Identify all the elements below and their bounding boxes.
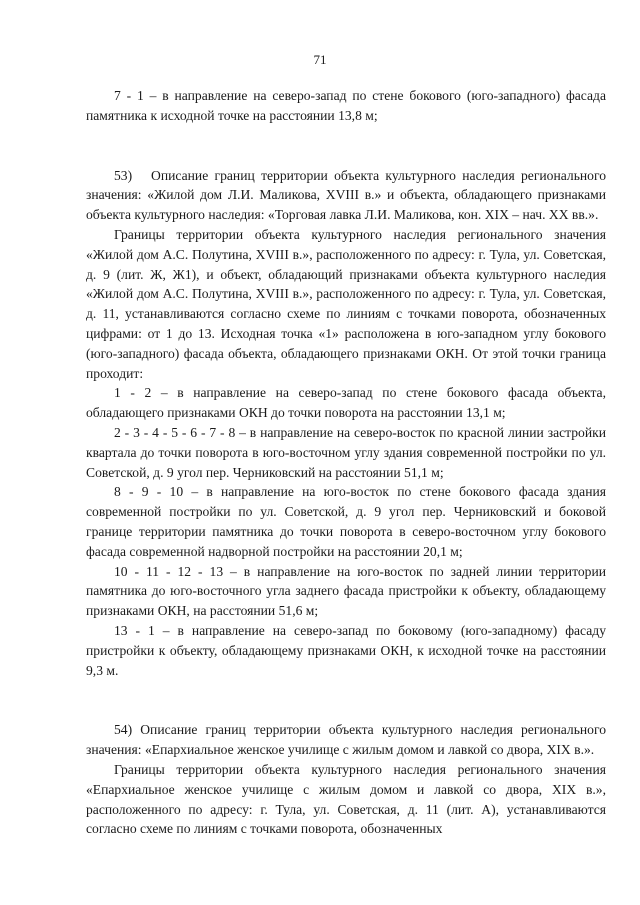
segment-13-1: 13 - 1 – в направление на северо-запад по боковому (юго-западному) фасаду пристройки к объекту, обладающему признаками ОКН, к исходной точке на расстоянии 9,3 м. xyxy=(86,622,606,678)
section-54-boundary-description: Границы территории объекта культурного наследия регионального значения «Епархиальное женское училище с жилым домом и лавкой со двора, XIX в.», расположенного по адресу: г. Тула, ул. Советская, д. 11 (лит. А), устанавливаются согласно схеме по линиям с точками поворота, обозначенных xyxy=(86,761,606,837)
page-number: 71 xyxy=(313,52,327,67)
document-body xyxy=(86,86,606,839)
segment-10-13: 10 - 11 - 12 - 13 – в направление на юго-восток по задней линии территории памятника до юго-восточного угла заднего фасада пристройки к объекту, обладающему признаками ОКН, на расстоянии 51,6 м; xyxy=(86,563,606,619)
section-53-heading: 53) Описание границ территории объекта культурного наследия регионального значения: «Жилой дом Л.И. Маликова, XVIII в.» и объекта, обладающего признаками объекта культурного наследия: «Торговая лавка Л.И. Маликова, кон. XIX – нач. XX вв.». xyxy=(86,167,606,223)
section-54-heading: 54) Описание границ территории объекта культурного наследия регионального значения: «Епархиальное женское училище с жилым домом и лавкой со двора, XIX в.». xyxy=(86,722,606,758)
segment-1-2: 1 - 2 – в направление на северо-запад по стене бокового фасада объекта, обладающего признаками ОКН до точки поворота на расстоянии 13,1 м; xyxy=(86,385,606,421)
section-spacer xyxy=(86,680,606,720)
paragraph-point-7-1: 7 - 1 – в направление на северо-запад по стене бокового (юго-западного) фасада памятника к исходной точке на расстоянии 13,8 м; xyxy=(86,88,606,123)
section-spacer xyxy=(86,126,606,166)
segment-2-8: 2 - 3 - 4 - 5 - 6 - 7 - 8 – в направление на северо-восток по красной линии застройки квартала до точки поворота в юго-восточном углу здания современной постройки по ул. Советской, д. 9 угол пер. Черниковский на расстоянии 51,1 м; xyxy=(86,424,606,480)
section-53-boundary-description: Границы территории объекта культурного наследия регионального значения «Жилой дом А.С. Полутина, XVIII в.», расположенного по адресу: г. Тула, ул. Советская, д. 9 (лит. Ж, Ж1), и объект, обладающий признаками объекта культурного наследия «Жилой дом А.С. Полутина, XVIII в.», расположенного по адресу: г. Тула, ул. Советская, д. 11, устанавливаются согласно схеме по линиям с точками поворота, обозначенных цифрами: от 1 до 13. Исходная точка «1» расположена в юго-западном углу бокового (юго-западного) фасада объекта, обладающего признаками ОКН. От этой точки граница проходит: xyxy=(86,226,606,381)
segment-8-10: 8 - 9 - 10 – в направление на юго-восток по стене бокового фасада здания современной постройки по ул. Советской, д. 9 угол пер. Черниковский и боковой границе территории памятника до точки поворота в северо-восточном углу бокового фасада современной надворной постройки на расстоянии 20,1 м; xyxy=(86,484,606,559)
